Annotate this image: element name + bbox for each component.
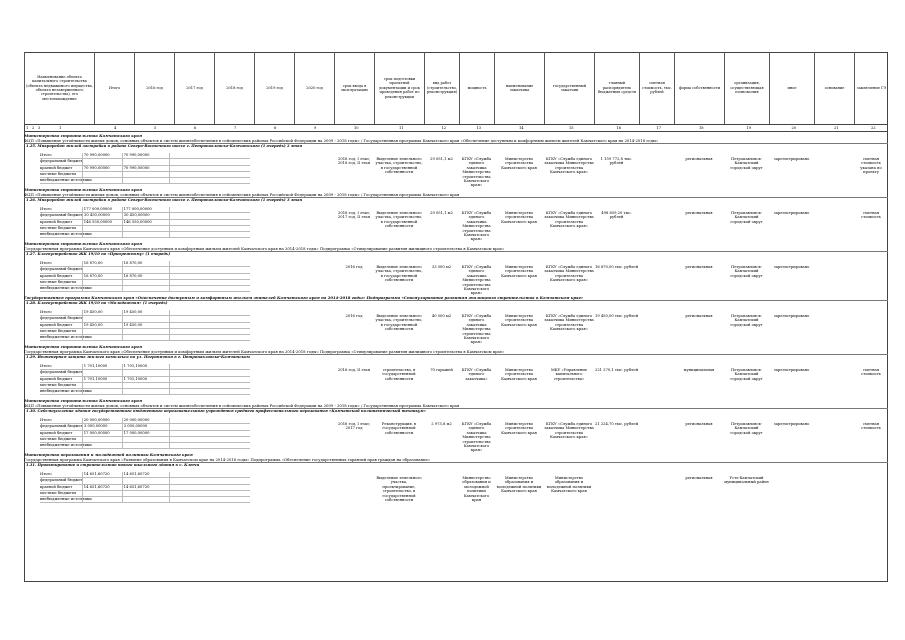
financing-row: [40, 335, 250, 341]
header-cell: Наименование объекта капитального строительства (объекта недвижимого имущества, объекта незавершенного строительства), его местонахождение: [24, 52, 94, 124]
capacity-cell: 40 500 м2: [431, 314, 452, 318]
financing-cell: федеральный бюджет: [40, 213, 83, 218]
basis-cell: [854, 314, 888, 344]
financing-cell: 17 000,00000: [82, 431, 122, 436]
financing-cell: краевой бюджет: [40, 273, 73, 278]
financing-cell: федеральный бюджет: [40, 478, 83, 483]
object-title: 1.31. Проектирование и строительство нового школьного здания в с. Ключи: [26, 463, 200, 467]
financing-cell: 19 450,00: [122, 310, 170, 315]
ownership-cell: региональная: [685, 211, 713, 215]
period-cell: 2016 год, I этап; 2017 год, II этап: [337, 211, 371, 220]
column-number: 1: [26, 126, 29, 130]
gov-customer-cell: Министерство строительства Камчатского края: [501, 422, 537, 435]
financing-cell: [122, 316, 170, 321]
period-cell: [334, 476, 374, 506]
financing-row: [40, 443, 250, 449]
header-cell: 2018 год: [214, 52, 254, 124]
financing-cell: [122, 226, 170, 231]
financing-cell: [122, 497, 170, 502]
financing-cell: [122, 286, 170, 291]
gov-customer-cell: Министерство образования и молодежной политики Камчатского края: [496, 476, 542, 494]
section-title: Министерство строительства Камчатского края: [24, 398, 142, 403]
financing-cell: федеральный бюджет: [40, 316, 83, 321]
financing-cell: 1 701,10000: [82, 364, 122, 369]
work-type-cell: Реконструкция, в государственной собственности: [381, 422, 417, 435]
financing-cell: [82, 437, 122, 442]
financing-cell: [82, 370, 122, 375]
financing-cell: 30 450,00000: [122, 213, 170, 218]
financing-cell: краевой бюджет: [40, 219, 73, 224]
financing-cell: 177 000,00000: [122, 207, 170, 212]
column-number: 12: [441, 126, 447, 130]
financing-row: [40, 232, 250, 238]
estimated-cost-cell: 221 270,1 тыс. рублей: [594, 368, 639, 372]
customer-cell: Министерство образования и молодежной политики Камчатского края: [462, 476, 491, 503]
basis-cell: сметная стоимость указана по проекту: [860, 157, 882, 175]
financing-cell: [82, 478, 122, 483]
financing-cell: 16 870,00: [82, 261, 122, 266]
object-title: 1.26. Микрорайон жилой застройки в районе Северо-Восточного шоссе г. Петропавловска-Камчатского (1 очередь) 3 этап: [26, 198, 303, 202]
capacity-cell: 29 051,1 м2: [430, 211, 453, 215]
financing-cell: [122, 232, 170, 237]
financing-cell: внебюджетные источники: [40, 389, 92, 394]
financing-cell: 14 651,60720: [122, 485, 170, 490]
column-number: 10: [354, 126, 359, 130]
column-number: 18: [699, 126, 704, 130]
estimated-cost-cell: 21 224,70 тыс. рублей: [594, 422, 639, 426]
section-title: Министерство строительства Камчатского края: [24, 133, 142, 138]
financing-cell: 19 450,00: [122, 323, 170, 328]
financing-cell: [122, 443, 170, 448]
financing-cell: 20 000,00000: [82, 418, 122, 423]
financing-cell: [122, 280, 170, 285]
column-number: 16: [616, 126, 622, 130]
section-title: Государственная программа Камчатского края «Обеспечение доступным и комфортным жильем жителей Камчатского края на 2014-2018 годы» Подпрограмма «Стимулирование развития жилищного строительства в Камчатском крае»: [24, 295, 584, 300]
financing-cell: [82, 178, 122, 183]
status-cell: зарегистрировано: [773, 265, 810, 269]
financing-cell: внебюджетные источники: [40, 443, 92, 448]
budget-holder-cell: КГКУ «Служба единого заказчика Министерства строительства Камчатского края»: [544, 157, 594, 175]
basis-cell: сметная стоимость: [861, 211, 881, 220]
column-number: 3: [38, 126, 41, 130]
column-number: 8: [274, 126, 277, 130]
financing-cell: [82, 172, 122, 177]
financing-cell: Итого: [40, 153, 52, 157]
program-title: ФЦП «Повышение устойчивости жилых домов, основных объектов и систем жизнеобеспечения в сейсмических районах Российской Федерации на 2009 - 2018 годы» / Государственная программа Камчатского края: [24, 192, 460, 197]
gov-customer-cell: Министерство строительства Камчатского края: [501, 368, 537, 381]
estimated-cost-cell: 498 659,20 тыс. рублей: [601, 211, 632, 220]
financing-cell: 177 000,00000: [82, 207, 122, 212]
financing-cell: местные бюджеты: [40, 382, 77, 387]
status-cell: зарегистрировано: [773, 368, 810, 372]
column-number: 6: [194, 126, 197, 130]
column-number: 14: [519, 126, 524, 130]
header-cell: 2017 год: [174, 52, 214, 124]
budget-holder-cell: КГКУ «Служба единого заказчика Министерства строительства Камчатского края»: [544, 422, 594, 440]
object-title: 1.25. Микрорайон жилой застройки в районе Северо-Восточного шоссе г. Петропавловска-Камчатского (1 очередь) 2 этап: [26, 144, 303, 148]
header-cell: главный распорядитель бюджетных средств: [594, 52, 639, 124]
basis-cell: сметная стоимость: [861, 368, 881, 377]
gov-customer-cell: Министерство строительства Камчатского края: [501, 157, 537, 170]
period-cell: 2016 год: [345, 314, 363, 318]
ownership-cell: региональная: [685, 157, 713, 161]
period-cell: 2016 год, I этап; 2017 год: [338, 422, 370, 431]
status-cell: зарегистрировано: [773, 314, 810, 318]
financing-cell: [122, 370, 170, 375]
customer-cell: КГКУ «Служба единого заказчика Министерства строительства Камчатского края»: [461, 157, 492, 188]
budget-holder-cell: Министерство образования и молодежной политики Камчатского края: [546, 476, 592, 494]
header-cell: основание: [814, 52, 854, 124]
financing-cell: 70 990,00000: [122, 153, 170, 158]
financing-cell: 146 550,00000: [82, 220, 122, 225]
column-number: 22: [871, 126, 876, 130]
column-number-row: [24, 124, 888, 132]
header-cell: государственный заказчик: [544, 52, 594, 124]
financing-cell: Итого: [40, 472, 52, 476]
work-type-cell: Выделение земельного участка, строительство, в государственной собственности: [375, 265, 423, 283]
ownership-cell: региональная: [685, 476, 713, 480]
program-title: Государственная программа Камчатского края «Обеспечение доступным и комфортным жильем жителей Камчатского края на 2014-2018 годы» Подпрограмма «Стимулирование развития жилищного строительства в Камчатском крае»: [24, 349, 505, 354]
organization-cell: Петропавловск-Камчатский городской округ: [730, 211, 763, 224]
financing-cell: [82, 226, 122, 231]
ownership-cell: муниципальная: [683, 368, 715, 372]
financing-cell: 30 450,00000: [82, 213, 122, 218]
financing-cell: [82, 383, 122, 388]
work-type-cell: Выделение земельного участка, проектирование, строительство, в государственной собственности: [376, 476, 422, 503]
header-cell: вид работ (строительство, реконструкция): [424, 52, 459, 124]
financing-row: [40, 497, 250, 503]
period-cell: 2016 год: [345, 265, 363, 269]
column-number: 21: [834, 126, 839, 130]
financing-cell: федеральный бюджет: [40, 424, 83, 429]
program-title: Государственная программа Камчатского края «Обеспечение доступным и комфортным жильем жителей Камчатского края на 2014-2018 годы» Подпрограмма «Стимулирование развития жилищного строительства в Камчатском крае»: [24, 246, 505, 251]
organization-cell: Петропавловск-Камчатский городской округ: [730, 314, 763, 327]
financing-cell: 70 990,00000: [122, 166, 170, 171]
financing-cell: федеральный бюджет: [40, 267, 83, 272]
section-title: Министерство строительства Камчатского края: [24, 241, 142, 246]
section-title: Министерство образования и молодежной политики Камчатского края: [24, 452, 193, 457]
financing-cell: краевой бюджет: [40, 430, 73, 435]
header-cell: мощность: [459, 52, 494, 124]
budget-holder-cell: КГКУ «Служба единого заказчика Министерства строительства Камчатского края»: [544, 211, 594, 229]
financing-cell: [122, 389, 170, 394]
financing-cell: Итого: [40, 364, 52, 368]
object-title: 1.30. Сейсмоусиление здания государственного бюджетного образовательного учреждения среднего профессионального образования «Камчатский политехнический техникум»: [26, 409, 426, 413]
estimated-cost-cell: 1 159 772,8 тыс. рублей: [600, 157, 633, 166]
program-title: ФЦП «Повышение устойчивости жилых домов, основных объектов и систем жизнеобеспечения в сейсмических районах Российской Федерации на 2009 - 2018 годы» / Государственная программа Камчатского края: [24, 403, 460, 408]
column-number: 5: [154, 126, 157, 130]
customer-cell: КГКУ «Служба единого заказчика Министерства строительства Камчатского края»: [461, 265, 492, 296]
financing-cell: [82, 443, 122, 448]
organization-cell: Петропавловск-Камчатский городской округ: [730, 157, 763, 170]
financing-cell: 16 870,00: [122, 261, 170, 266]
estimated-cost-cell: 16 870,00 тыс. рублей: [594, 265, 639, 269]
financing-cell: 3 000,00000: [122, 424, 170, 429]
estimated-cost-cell: 19 450,00 тыс. рублей: [594, 314, 639, 318]
financing-cell: [82, 329, 122, 334]
financing-cell: [82, 497, 122, 502]
work-type-cell: строительство, в государственной собственности: [382, 368, 416, 381]
financing-table: [40, 207, 250, 238]
header-cell: наименование заказчика: [494, 52, 544, 124]
financing-cell: 19 450,00: [82, 310, 122, 315]
capacity-cell: 33 500 м2: [431, 265, 452, 269]
ownership-cell: региональная: [685, 422, 713, 426]
capacity-cell: 29 051,1 м2: [430, 157, 453, 161]
financing-cell: местные бюджеты: [40, 171, 77, 176]
organization-cell: Петропавловск-Камчатский городской округ: [730, 265, 763, 278]
header-cell: срок ввода в эксплуатацию: [334, 52, 374, 124]
program-title: Государственная программа Камчатского края «Развитие образования в Камчатском крае на 2014-2018 годы» Подпрограмма «Обеспечение государственных гарантий прав граждан на образование»: [24, 457, 431, 462]
financing-cell: [122, 172, 170, 177]
section-title: Министерство строительства Камчатского края: [24, 344, 142, 349]
financing-cell: 14 651,60720: [122, 472, 170, 477]
financing-cell: [122, 478, 170, 483]
financing-cell: Итого: [40, 310, 52, 314]
basis-cell: [854, 265, 888, 295]
financing-cell: внебюджетные источники: [40, 497, 92, 502]
financing-cell: [82, 316, 122, 321]
financing-cell: 20 000,00000: [122, 418, 170, 423]
capacity-cell: 2 975,8 м2: [431, 422, 452, 426]
gov-customer-cell: Министерство строительства Камчатского края: [501, 314, 537, 327]
financing-cell: [82, 335, 122, 340]
financing-cell: 3 000,00000: [82, 424, 122, 429]
period-cell: 2016 год, I этап; 2018 год, II этап: [337, 157, 371, 166]
status-cell: зарегистрировано: [773, 422, 810, 426]
basis-cell: [854, 476, 888, 506]
work-type-cell: Выделение земельного участка, строительство, в государственной собственности: [375, 211, 423, 229]
financing-cell: местные бюджеты: [40, 225, 77, 230]
financing-cell: [82, 389, 122, 394]
organization-cell: Петропавловск-Камчатский городской округ: [730, 368, 763, 381]
financing-cell: 17 000,00000: [122, 431, 170, 436]
gov-customer-cell: Министерство строительства Камчатского края: [501, 211, 537, 224]
organization-cell: Петропавловск-Камчатский городской округ: [730, 422, 763, 435]
financing-cell: местные бюджеты: [40, 279, 77, 284]
header-cell: заключение ГЭ: [854, 52, 888, 124]
financing-cell: местные бюджеты: [40, 490, 77, 495]
column-number: 13: [476, 126, 482, 130]
financing-cell: 1 701,10000: [122, 364, 170, 369]
gov-customer-cell: Министерство строительства Камчатского края: [501, 265, 537, 278]
financing-cell: [82, 491, 122, 496]
financing-cell: 146 550,00000: [122, 220, 170, 225]
column-number: 15: [569, 126, 574, 130]
status-cell: зарегистрировано: [773, 211, 810, 215]
customer-cell: КГКУ «Служба единого заказчика Министерства строительства Камчатского края»: [461, 211, 492, 242]
financing-cell: [122, 159, 170, 164]
financing-table: [40, 153, 250, 184]
column-number: 4: [114, 126, 117, 130]
header-cell: сметная стоимость, тыс. рублей: [639, 52, 674, 124]
status-cell: зарегистрировано: [773, 157, 810, 161]
financing-cell: внебюджетные источники: [40, 335, 92, 340]
object-title: 1.27. Благоустройство ЖК 19/10 по «Прибрежному» (1 очередь): [26, 252, 171, 256]
column-number: 11: [399, 126, 404, 130]
financing-cell: местные бюджеты: [40, 436, 77, 441]
column-number: 17: [656, 126, 662, 130]
header-cell: 2019 год: [254, 52, 294, 124]
financing-row: [40, 286, 250, 292]
column-number: 20: [791, 126, 797, 130]
organization-cell: Усть-Камчатский муниципальный район: [724, 476, 769, 485]
financing-cell: [82, 232, 122, 237]
financing-cell: [82, 267, 122, 272]
column-number: 7: [234, 126, 237, 130]
financing-cell: местные бюджеты: [40, 328, 77, 333]
financing-table: [40, 310, 250, 341]
header-cell: 2016 год: [134, 52, 174, 124]
financing-table: [40, 472, 250, 503]
budget-holder-cell: МКУ «Управление капитального строительства»: [550, 368, 588, 381]
budget-holder-cell: КГКУ «Служба единого заказчика Министерства строительства Камчатского края»: [544, 265, 594, 283]
financing-row: [40, 178, 250, 184]
financing-cell: 16 870,00: [82, 274, 122, 279]
financing-cell: [122, 383, 170, 388]
column-number: 2: [32, 126, 35, 130]
work-type-cell: Выделение земельного участка, строительство, в государственной собственности: [375, 314, 423, 332]
period-cell: 2016 год, II этап: [337, 368, 371, 372]
status-cell: [769, 476, 814, 506]
financing-table: [40, 261, 250, 292]
customer-cell: КГКУ «Служба единого заказчика»: [461, 368, 492, 381]
financing-table: [40, 364, 250, 395]
financing-cell: краевой бюджет: [40, 376, 73, 381]
financing-cell: [122, 437, 170, 442]
financing-cell: 1 701,10000: [122, 377, 170, 382]
section-title: Министерство строительства Камчатского края: [24, 187, 142, 192]
financing-cell: 19 450,00: [82, 323, 122, 328]
basis-cell: сметная стоимость: [861, 422, 881, 431]
financing-cell: [82, 286, 122, 291]
financing-table: [40, 418, 250, 449]
capacity-cell: [424, 476, 459, 506]
object-title: 1.29. Инженерная защита жилого комплекса по ул. Пограничная в г. Петропавловске-Камчатском: [26, 355, 250, 359]
financing-cell: [122, 491, 170, 496]
financing-cell: краевой бюджет: [40, 322, 73, 327]
financing-cell: Итого: [40, 418, 52, 422]
financing-cell: Итого: [40, 207, 52, 211]
budget-holder-cell: КГКУ «Служба единого заказчика Министерства строительства Камчатского края»: [544, 314, 594, 332]
financing-cell: федеральный бюджет: [40, 159, 83, 164]
work-type-cell: Выделение земельного участка, строительство, в государственной собственности: [375, 157, 423, 175]
financing-cell: внебюджетные источники: [40, 232, 92, 237]
customer-cell: КГКУ «Служба единого заказчика Министерства строительства Камчатского края»: [461, 422, 492, 453]
financing-cell: 70 990,00000: [82, 166, 122, 171]
header-cell: 2020 год: [294, 52, 334, 124]
financing-cell: Итого: [40, 261, 52, 265]
column-number: 19: [746, 126, 752, 130]
header-cell: организация, осуществляющая полномочия: [724, 52, 769, 124]
ownership-cell: региональная: [685, 265, 713, 269]
financing-cell: [122, 329, 170, 334]
financing-cell: 14 651,60720: [82, 472, 122, 477]
financing-cell: 16 870,00: [122, 274, 170, 279]
financing-cell: краевой бюджет: [40, 165, 73, 170]
ownership-cell: региональная: [685, 314, 713, 318]
financing-cell: [82, 280, 122, 285]
financing-cell: краевой бюджет: [40, 484, 73, 489]
financing-cell: [122, 267, 170, 272]
financing-cell: [122, 178, 170, 183]
column-number: 9: [314, 126, 317, 130]
object-title: 1.28. Благоустройство ЖК 19/10 по «Молодежная» (1 очередь): [26, 301, 168, 305]
header-cell: Итого: [94, 52, 134, 124]
financing-cell: [122, 335, 170, 340]
financing-cell: внебюджетные источники: [40, 178, 92, 183]
financing-cell: 70 990,00000: [82, 153, 122, 158]
financing-cell: внебюджетные источники: [40, 286, 92, 291]
header-cell: форма собственности: [674, 52, 724, 124]
customer-cell: КГКУ «Служба единого заказчика Министерства строительства Камчатского края»: [461, 314, 492, 345]
financing-cell: федеральный бюджет: [40, 370, 83, 375]
financing-cell: 1 701,10000: [82, 377, 122, 382]
header-cell: иное: [769, 52, 814, 124]
financing-cell: 14 651,60720: [82, 485, 122, 490]
table-header: [24, 52, 888, 124]
estimated-cost-cell: [594, 476, 639, 506]
capacity-cell: 70 гаражей: [430, 368, 453, 372]
column-number: 1: [59, 126, 62, 130]
financing-row: [40, 389, 250, 395]
financing-cell: [82, 159, 122, 164]
header-cell: срок подготовки проектной документации и срок проведения работ по реконструкции: [374, 52, 424, 124]
program-title: ФЦП «Повышение устойчивости жилых домов, основных объектов и систем жизнеобеспечения в сейсмических районах Российской Федерации на 2009 - 2018 годы» / Государственная программа Камчатского края «Обеспечение доступным и комфортным жильем жителей Камчатского края на 2014-2018 годы»: [24, 138, 659, 143]
